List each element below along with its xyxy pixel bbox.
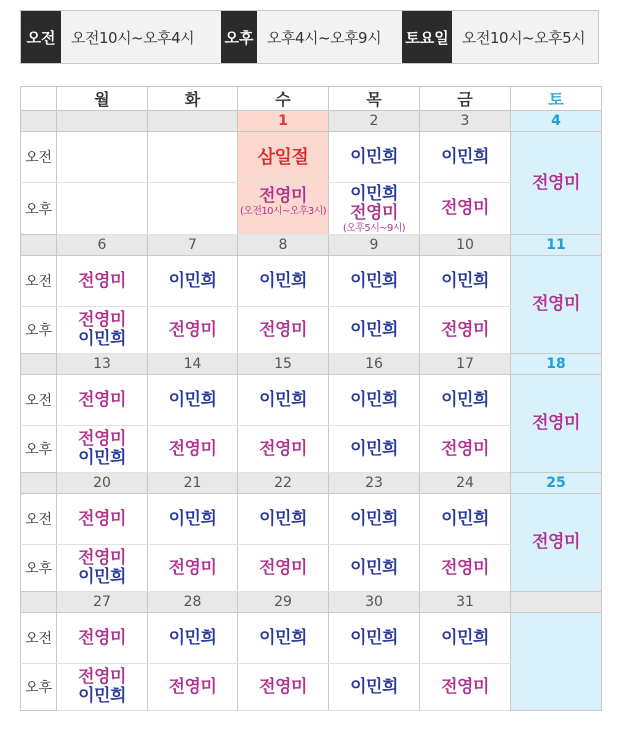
date-cell: 3 xyxy=(420,111,511,132)
date-cell-saturday: 25 xyxy=(511,473,602,494)
schedule-slot xyxy=(329,664,420,711)
schedule-slot xyxy=(57,426,148,473)
doctor-name: 전영미 xyxy=(78,429,126,449)
corner-cell xyxy=(21,87,57,111)
doctor-name: 이민희 xyxy=(441,389,489,410)
schedule-slot xyxy=(420,375,511,426)
doctor-name: 이민희 xyxy=(350,389,398,410)
schedule-slot xyxy=(238,545,329,592)
date-row xyxy=(21,111,602,132)
hours-value: 오후4시~오후9시 xyxy=(267,28,382,47)
doctor-name: 전영미 xyxy=(259,319,307,340)
date-cell: 6 xyxy=(57,235,148,256)
schedule-slot xyxy=(238,307,329,354)
holiday-name: 삼일절 xyxy=(257,146,309,168)
schedule-slot xyxy=(57,664,148,711)
doctor-name: 전영미 xyxy=(532,294,580,314)
date-cell xyxy=(57,111,148,132)
saturday-slot xyxy=(511,256,602,354)
schedule-slot xyxy=(329,307,420,354)
clinic-hours-bar xyxy=(20,10,599,64)
saturday-slot xyxy=(511,375,602,473)
empty-slot xyxy=(148,132,238,183)
date-cell: 16 xyxy=(329,354,420,375)
date-cell: 15 xyxy=(238,354,329,375)
schedule-slot xyxy=(329,494,420,545)
date-row xyxy=(21,354,602,375)
weekday-mon: 월 xyxy=(57,87,148,111)
doctor-name: 이민희 xyxy=(350,557,398,578)
doctor-name: 전영미 xyxy=(259,186,307,206)
doctor-name: 전영미 xyxy=(168,438,217,459)
doctor-name: 전영미 xyxy=(532,413,580,433)
schedule-slot xyxy=(238,183,329,235)
date-cell-holiday: 1 xyxy=(238,111,329,132)
schedule-slot xyxy=(238,494,329,545)
doctor-name: 이민희 xyxy=(259,270,307,291)
schedule-slot xyxy=(420,426,511,473)
morning-label: 오전 xyxy=(21,132,57,183)
hours-note: (오후5시~9시) xyxy=(342,223,406,234)
hours-tag: 토요일 xyxy=(402,11,452,63)
empty-slot xyxy=(57,132,148,183)
schedule-slot xyxy=(148,613,238,664)
schedule-slot xyxy=(148,494,238,545)
doctor-name: 전영미 xyxy=(259,676,307,697)
schedule-slot xyxy=(148,307,238,354)
doctor-name: 이민희 xyxy=(78,329,126,349)
doctor-name: 전영미 xyxy=(441,198,489,218)
doctor-name: 전영미 xyxy=(532,172,580,193)
holiday-slot xyxy=(238,132,329,183)
doctor-name: 전영미 xyxy=(259,438,307,459)
doctor-name: 이민희 xyxy=(441,508,489,529)
date-cell: 8 xyxy=(238,235,329,256)
doctor-name: 이민희 xyxy=(350,676,398,697)
date-row xyxy=(21,473,602,494)
doctor-name: 전영미 xyxy=(168,557,217,578)
schedule-slot xyxy=(148,664,238,711)
morning-row xyxy=(21,256,602,307)
hours-value: 오전10시~오후5시 xyxy=(462,28,586,47)
doctor-name: 전영미 xyxy=(78,627,126,648)
doctor-name: 전영미 xyxy=(78,270,126,291)
schedule-slot xyxy=(148,426,238,473)
date-cell: 13 xyxy=(57,354,148,375)
date-cell: 21 xyxy=(148,473,238,494)
schedule-slot xyxy=(420,183,511,235)
doctor-name: 이민희 xyxy=(350,146,398,167)
schedule-slot xyxy=(420,613,511,664)
date-cell-saturday: 18 xyxy=(511,354,602,375)
date-cell: 30 xyxy=(329,592,420,613)
doctor-name: 이민희 xyxy=(350,319,398,340)
schedule-slot xyxy=(329,132,420,183)
morning-label: 오전 xyxy=(21,375,57,426)
date-cell: 17 xyxy=(420,354,511,375)
doctor-name: 전영미 xyxy=(78,548,126,568)
schedule-slot xyxy=(148,256,238,307)
morning-label: 오전 xyxy=(21,613,57,664)
schedule-slot xyxy=(238,426,329,473)
schedule-slot xyxy=(148,375,238,426)
doctor-name: 전영미 xyxy=(441,438,489,459)
hours-saturday xyxy=(402,11,598,63)
doctor-name: 이민희 xyxy=(259,389,307,410)
date-cell: 7 xyxy=(148,235,238,256)
doctor-name: 전영미 xyxy=(78,389,126,410)
empty-slot xyxy=(57,183,148,235)
weekday-wed: 수 xyxy=(238,87,329,111)
doctor-name: 이민희 xyxy=(168,389,217,410)
weekday-header xyxy=(21,87,602,111)
date-cell-saturday: 4 xyxy=(511,111,602,132)
schedule-slot xyxy=(420,256,511,307)
schedule-slot xyxy=(238,664,329,711)
doctor-name: 이민희 xyxy=(441,627,489,648)
doctor-name: 이민희 xyxy=(168,508,217,529)
date-cell: 14 xyxy=(148,354,238,375)
schedule-slot xyxy=(57,375,148,426)
doctor-name: 이민희 xyxy=(78,567,126,587)
doctor-name: 전영미 xyxy=(532,532,580,552)
date-spacer xyxy=(21,354,57,375)
date-cell-empty xyxy=(511,592,602,613)
date-cell: 24 xyxy=(420,473,511,494)
hours-morning xyxy=(21,11,221,63)
saturday-slot xyxy=(511,494,602,592)
doctor-name: 전영미 xyxy=(350,203,398,223)
schedule-slot xyxy=(420,307,511,354)
doctor-name: 전영미 xyxy=(168,319,217,340)
doctor-name: 이민희 xyxy=(350,508,398,529)
doctor-name: 이민희 xyxy=(441,270,489,291)
date-spacer xyxy=(21,111,57,132)
afternoon-label: 오후 xyxy=(21,426,57,473)
doctor-name: 전영미 xyxy=(259,557,307,578)
schedule-slot xyxy=(420,132,511,183)
doctor-name: 전영미 xyxy=(78,310,126,330)
schedule-slot xyxy=(238,256,329,307)
date-cell: 27 xyxy=(57,592,148,613)
date-cell xyxy=(148,111,238,132)
morning-label: 오전 xyxy=(21,494,57,545)
hours-note: (오전10시~오후3시) xyxy=(239,206,327,217)
schedule-slot xyxy=(148,545,238,592)
doctor-name: 이민희 xyxy=(78,686,126,706)
date-cell: 29 xyxy=(238,592,329,613)
empty-slot xyxy=(148,183,238,235)
date-spacer xyxy=(21,592,57,613)
weekday-fri: 금 xyxy=(420,87,511,111)
doctor-name: 이민희 xyxy=(350,438,398,459)
date-cell: 31 xyxy=(420,592,511,613)
doctor-name: 이민희 xyxy=(168,627,217,648)
date-row xyxy=(21,592,602,613)
saturday-slot xyxy=(511,132,602,235)
date-spacer xyxy=(21,235,57,256)
morning-row xyxy=(21,375,602,426)
doctor-name: 이민희 xyxy=(78,448,126,468)
doctor-name: 전영미 xyxy=(168,676,217,697)
date-cell: 10 xyxy=(420,235,511,256)
hours-value: 오전10시~오후4시 xyxy=(71,28,195,47)
schedule-slot xyxy=(329,545,420,592)
weekday-thu: 목 xyxy=(329,87,420,111)
doctor-name: 전영미 xyxy=(441,676,489,697)
schedule-slot xyxy=(57,545,148,592)
doctor-name: 전영미 xyxy=(78,667,126,687)
doctor-name: 이민희 xyxy=(259,627,307,648)
schedule-slot xyxy=(420,664,511,711)
date-cell-saturday: 11 xyxy=(511,235,602,256)
date-cell: 22 xyxy=(238,473,329,494)
afternoon-label: 오후 xyxy=(21,307,57,354)
weekday-sat: 토 xyxy=(511,87,602,111)
morning-row xyxy=(21,494,602,545)
schedule-slot xyxy=(420,494,511,545)
schedule-slot xyxy=(238,375,329,426)
doctor-name: 전영미 xyxy=(441,557,489,578)
schedule-slot xyxy=(57,256,148,307)
date-cell: 20 xyxy=(57,473,148,494)
doctor-name: 이민희 xyxy=(259,508,307,529)
schedule-slot xyxy=(420,545,511,592)
schedule-slot xyxy=(329,613,420,664)
doctor-name: 이민희 xyxy=(350,184,398,204)
date-cell: 9 xyxy=(329,235,420,256)
saturday-slot xyxy=(511,613,602,711)
schedule-slot xyxy=(57,613,148,664)
schedule-slot xyxy=(329,426,420,473)
date-row xyxy=(21,235,602,256)
schedule-slot xyxy=(57,494,148,545)
hours-afternoon xyxy=(221,11,401,63)
date-cell: 28 xyxy=(148,592,238,613)
doctor-name: 이민희 xyxy=(441,146,489,167)
schedule-slot xyxy=(329,183,420,235)
schedule-slot xyxy=(329,375,420,426)
doctor-name: 이민희 xyxy=(350,270,398,291)
afternoon-label: 오후 xyxy=(21,545,57,592)
doctor-name: 이민희 xyxy=(168,270,217,291)
weekday-tue: 화 xyxy=(148,87,238,111)
hours-tag: 오전 xyxy=(21,11,61,63)
afternoon-label: 오후 xyxy=(21,183,57,235)
morning-label: 오전 xyxy=(21,256,57,307)
date-cell: 23 xyxy=(329,473,420,494)
morning-row xyxy=(21,613,602,664)
morning-row xyxy=(21,132,602,183)
schedule-slot xyxy=(238,613,329,664)
monthly-schedule-calendar xyxy=(20,86,602,711)
schedule-slot xyxy=(57,307,148,354)
afternoon-label: 오후 xyxy=(21,664,57,711)
hours-tag: 오후 xyxy=(221,11,257,63)
date-cell: 2 xyxy=(329,111,420,132)
schedule-slot xyxy=(329,256,420,307)
doctor-name: 전영미 xyxy=(441,319,489,340)
date-spacer xyxy=(21,473,57,494)
doctor-name: 이민희 xyxy=(350,627,398,648)
doctor-name: 전영미 xyxy=(78,508,126,529)
